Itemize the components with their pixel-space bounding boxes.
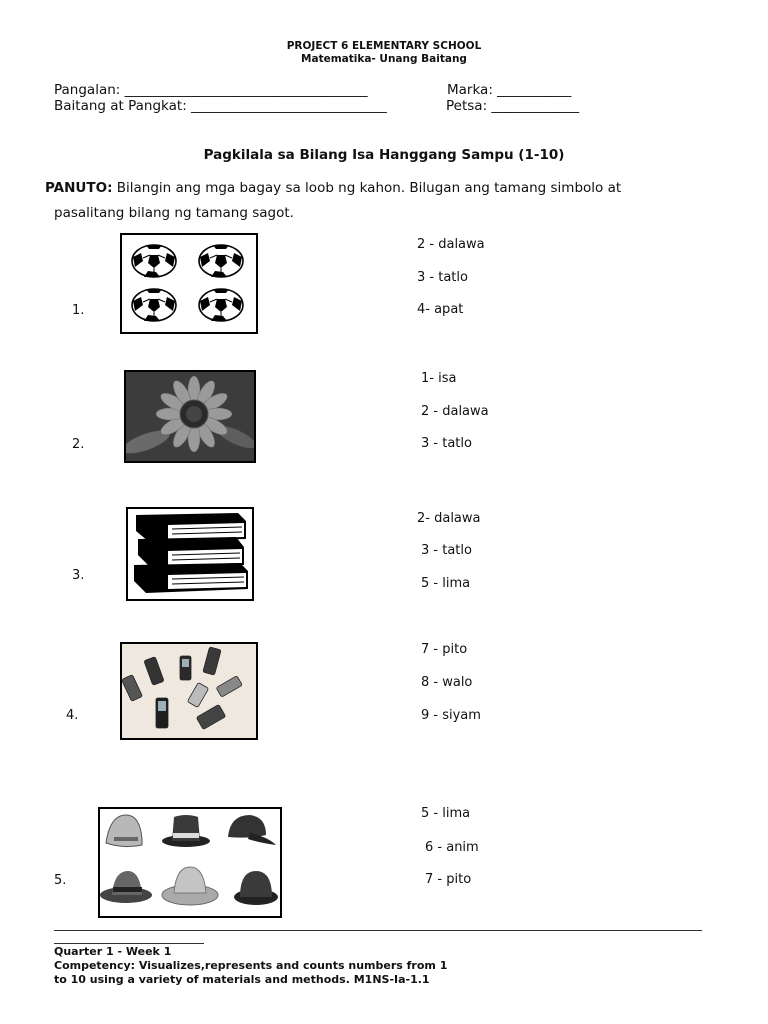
option-1[interactable]: 7 - pito — [421, 642, 468, 657]
school-header — [0, 40, 768, 66]
mobile-phones-picture — [120, 642, 258, 740]
soccer-balls-picture — [120, 233, 258, 334]
soccer-balls-illustration — [122, 235, 256, 332]
sunflower-picture — [124, 370, 256, 463]
option-3[interactable]: 7 - pito — [425, 872, 472, 887]
footer — [54, 945, 447, 987]
item-number: 1. — [72, 303, 85, 318]
stacked-books-picture — [126, 507, 254, 601]
section-field: Baitang at Pangkat: _____________________________ — [54, 98, 387, 114]
hats-illustration — [100, 809, 280, 916]
item-number: 3. — [72, 568, 85, 583]
item-number: 5. — [54, 873, 67, 888]
footer-competency-2: to 10 using a variety of materials and methods. M1NS-Ia-1.1 — [54, 973, 430, 986]
option-1[interactable]: 2 - dalawa — [417, 237, 485, 252]
worksheet-title: Pagkilala sa Bilang Isa Hanggang Sampu (1-10) — [203, 147, 565, 163]
option-1[interactable]: 5 - lima — [421, 806, 471, 821]
option-2[interactable]: 3 - tatlo — [417, 270, 468, 285]
date-field: Petsa: _____________ — [446, 98, 580, 114]
option-1[interactable]: 2- dalawa — [417, 511, 481, 526]
sunflower-illustration — [126, 372, 254, 461]
name-field: Pangalan: ____________________________________ — [54, 82, 368, 98]
mobile-phones-illustration — [122, 644, 256, 738]
subject-name: Matematika- Unang Baitang — [301, 53, 467, 65]
stacked-books-illustration — [128, 509, 252, 599]
instructions-text-1: Bilangin ang mga bagay sa loob ng kahon. Bilugan ang tamang simbolo at — [112, 180, 622, 196]
instructions-line-2: pasalitang bilang ng tamang sagot. — [54, 205, 294, 221]
footer-competency-1: Competency: Visualizes,represents and counts numbers from 1 — [54, 959, 448, 972]
option-1[interactable]: 1- isa — [421, 371, 457, 386]
instructions-label: PANUTO — [45, 180, 108, 196]
option-2[interactable]: 2 - dalawa — [421, 404, 489, 419]
instructions-line-1 — [45, 180, 621, 196]
option-2[interactable]: 3 - tatlo — [421, 543, 472, 558]
option-3[interactable]: 3 - tatlo — [421, 436, 472, 451]
hats-picture — [98, 807, 282, 918]
option-2[interactable]: 8 - walo — [421, 675, 473, 690]
instructions-colon: : — [107, 180, 113, 196]
footer-quarter: Quarter 1 - Week 1 — [54, 945, 172, 958]
footer-short-divider — [54, 943, 204, 944]
option-3[interactable]: 4- apat — [417, 302, 464, 317]
footer-divider — [54, 930, 702, 931]
item-number: 4. — [66, 708, 79, 723]
option-3[interactable]: 9 - siyam — [421, 708, 481, 723]
item-number: 2. — [72, 437, 85, 452]
grade-field: Marka: ___________ — [447, 82, 572, 98]
school-name: PROJECT 6 ELEMENTARY SCHOOL — [286, 40, 482, 52]
option-2[interactable]: 6 - anim — [425, 840, 479, 855]
option-3[interactable]: 5 - lima — [421, 576, 471, 591]
